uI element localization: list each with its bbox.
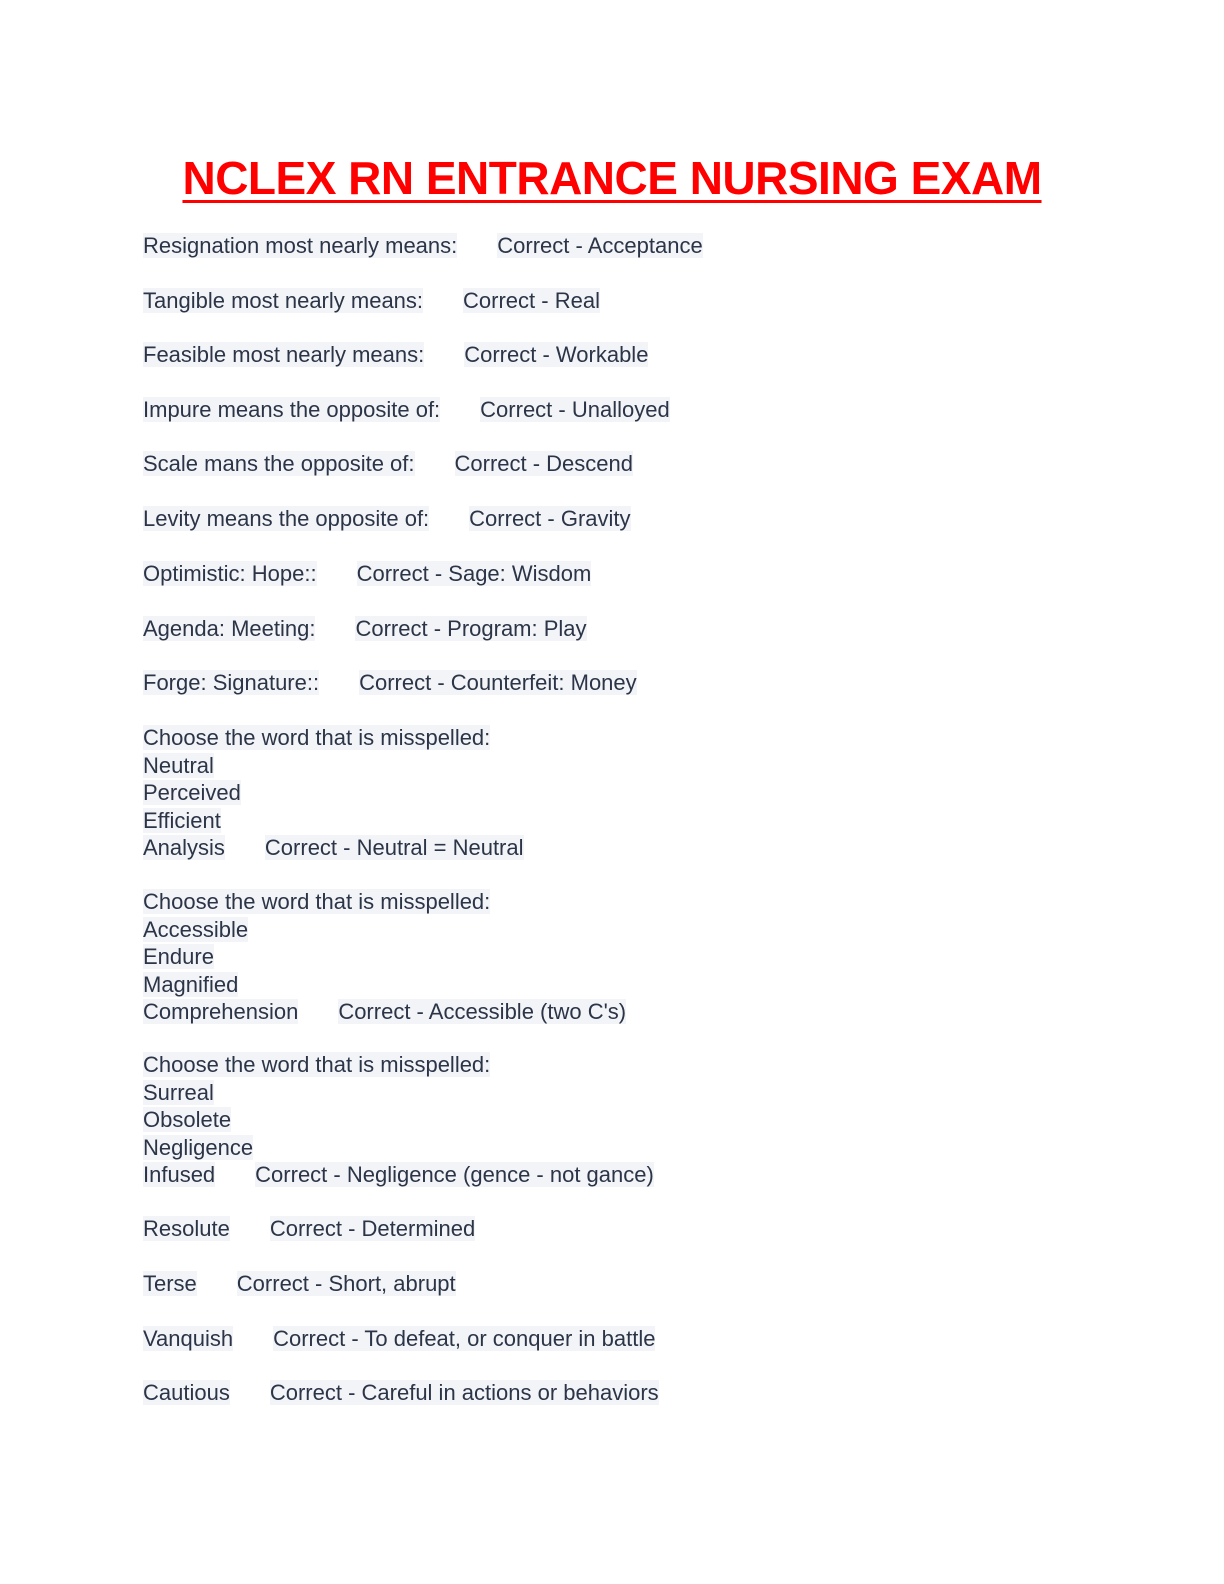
option: Efficient: [143, 807, 221, 833]
qa-item-2: [143, 287, 600, 315]
document-title: [0, 148, 1224, 208]
question: Comprehension: [143, 999, 299, 1024]
answer: Correct - Workable: [464, 342, 649, 367]
qa-item-6: [143, 505, 631, 533]
question: Feasible most nearly means:: [143, 342, 425, 367]
qa-item-1: [143, 232, 703, 260]
answer: Correct - Counterfeit: Money: [359, 670, 637, 695]
question: Tangible most nearly means:: [143, 288, 424, 313]
qa-item-3: [143, 341, 648, 369]
question: Analysis: [143, 835, 225, 860]
option: Endure: [143, 944, 214, 969]
answer: Correct - To defeat, or conquer in battle: [273, 1326, 656, 1351]
prompt: Choose the word that is misspelled:: [143, 1052, 491, 1077]
question: Optimistic: Hope::: [143, 561, 317, 586]
answer: Correct - Short, abrupt: [236, 1271, 456, 1296]
answer: Correct - Sage: Wisdom: [356, 561, 592, 586]
answer: Correct - Unalloyed: [480, 397, 670, 422]
qa-item-15: [143, 1325, 655, 1353]
answer: Correct - Descend: [454, 451, 634, 476]
qa-item-16: [143, 1379, 659, 1407]
qa-item-10: [143, 724, 524, 862]
answer: Correct - Negligence (gence - not gance): [255, 1162, 654, 1187]
answer: Correct - Accessible (two C's): [338, 999, 627, 1024]
answer: Correct - Gravity: [469, 506, 631, 531]
question: Scale mans the opposite of:: [143, 451, 415, 476]
question: Resolute: [143, 1216, 230, 1241]
option: Perceived: [143, 780, 241, 805]
question: Resignation most nearly means:: [143, 233, 458, 258]
qa-item-9: [143, 669, 637, 697]
qa-item-14: [143, 1270, 456, 1298]
question: Impure means the opposite of:: [143, 397, 441, 422]
document-title-text: NCLEX RN ENTRANCE NURSING EXAM: [182, 152, 1042, 204]
question: Infused: [143, 1162, 216, 1187]
prompt: Choose the word that is misspelled:: [143, 725, 491, 750]
option: Magnified: [143, 971, 239, 997]
answer: Correct - Real: [463, 288, 600, 313]
qa-item-8: [143, 615, 587, 643]
question: Forge: Signature::: [143, 670, 320, 695]
prompt: Choose the word that is misspelled:: [143, 889, 491, 914]
option: Negligence: [143, 1134, 254, 1160]
question: Agenda: Meeting:: [143, 616, 316, 641]
qa-item-12: [143, 1051, 654, 1189]
option: Accessible: [143, 916, 249, 942]
answer: Correct - Program: Play: [355, 616, 587, 641]
answer: Correct - Neutral = Neutral: [264, 835, 524, 860]
question: Terse: [143, 1271, 197, 1296]
qa-item-13: [143, 1215, 475, 1243]
option: Neutral: [143, 752, 214, 778]
qa-item-5: [143, 450, 633, 478]
answer: Correct - Determined: [269, 1216, 476, 1241]
answer: Correct - Acceptance: [497, 233, 703, 258]
qa-item-4: [143, 396, 670, 424]
qa-item-7: [143, 560, 591, 588]
question: Vanquish: [143, 1326, 234, 1351]
answer: Correct - Careful in actions or behaviors: [269, 1380, 659, 1405]
question: Levity means the opposite of:: [143, 506, 430, 531]
option: Obsolete: [143, 1107, 232, 1132]
option: Surreal: [143, 1079, 214, 1105]
question: Cautious: [143, 1380, 230, 1405]
qa-item-11: [143, 888, 626, 1026]
